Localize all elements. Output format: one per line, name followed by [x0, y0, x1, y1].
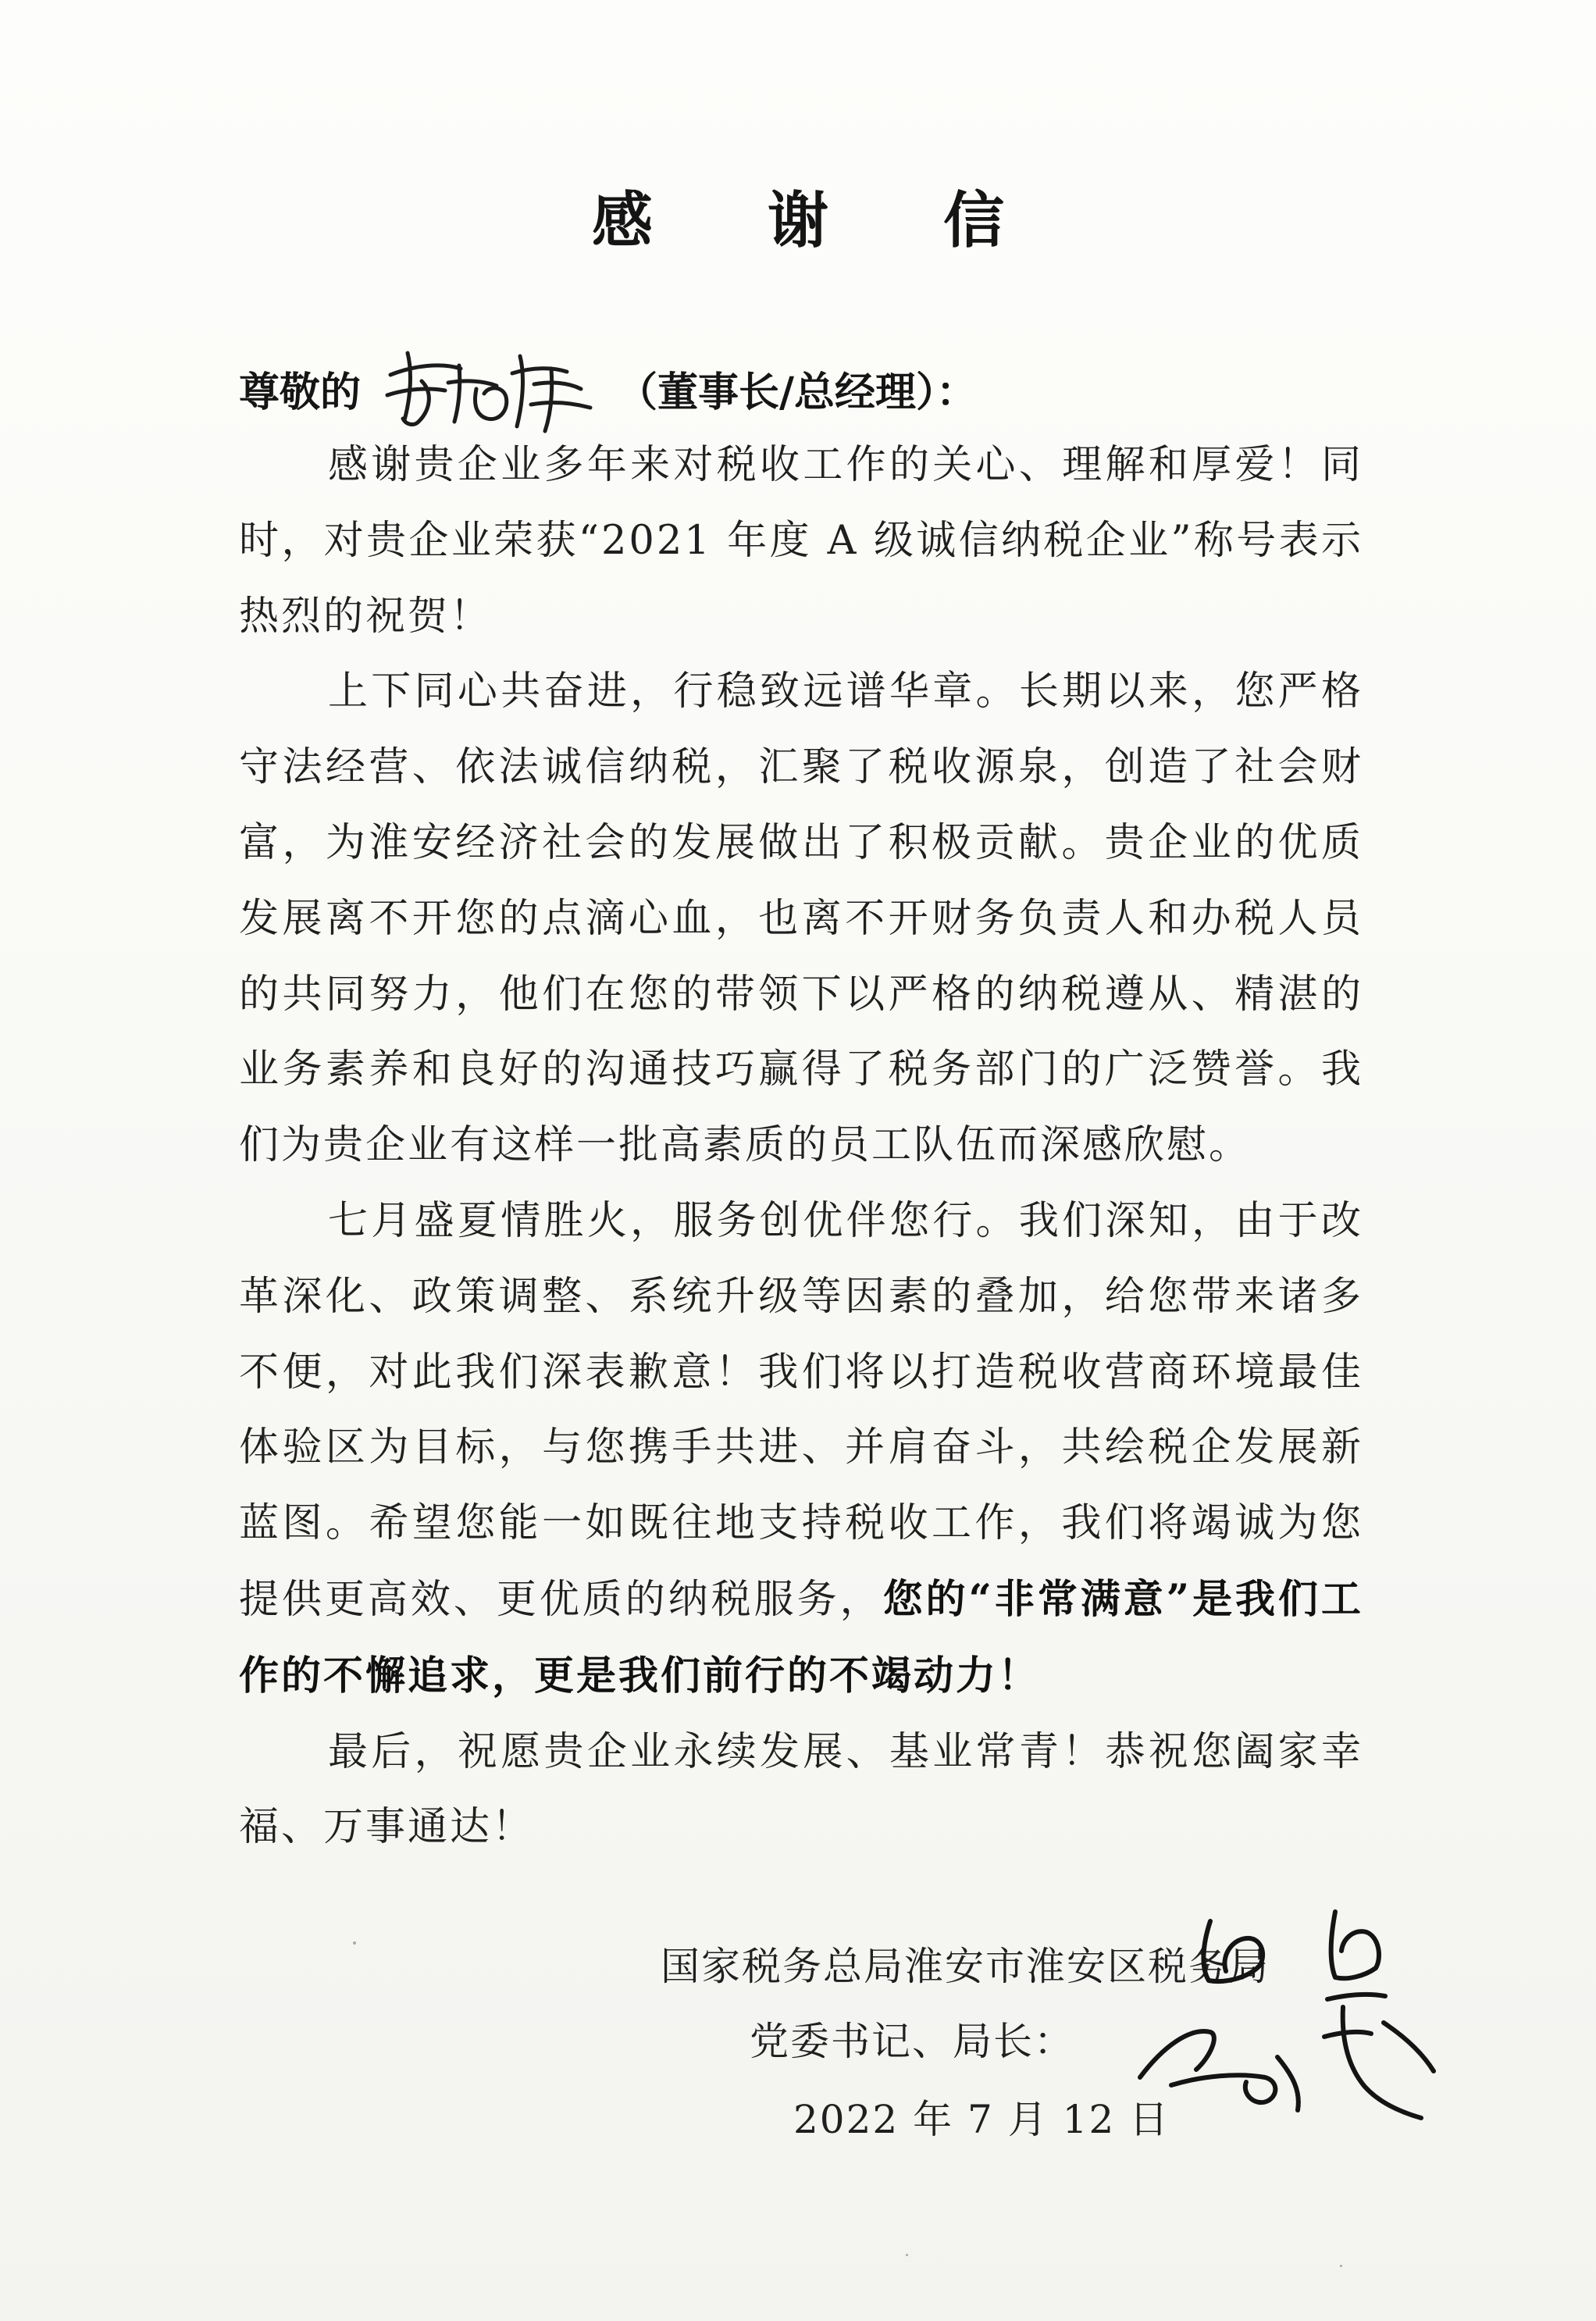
recipient-role: （董事长/总经理）：	[617, 369, 977, 416]
recipient-signature	[367, 334, 601, 436]
salutation-prefix: 尊敬的	[239, 369, 362, 416]
sender-position: 党委书记、局长：	[750, 2019, 1074, 2064]
letter-body	[239, 428, 1363, 1866]
paragraph-gratitude: 感谢贵企业多年来对税收工作的关心、理解和厚爱！同时，对贵企业荣获“2021 年度 A 级诚信纳税企业”称号表示热烈的祝贺！	[239, 442, 1363, 640]
paragraph-service-text: 七月盛夏情胜火，服务创优伴您行。我们深知，由于改革深化、政策调整、系统升级等因素的叠加，给您带来诸多不便，对此我们深表歉意！我们将以打造税收营商环境最佳体验区为目标，与您携手共进、并肩奋斗，共绘税企发展新蓝图。希望您能一如既往地支持税收工作，我们将竭诚为您提供更高效、更优质的纳税服务，	[239, 1197, 1363, 1623]
paper-speck	[1340, 2265, 1342, 2267]
letter-title: 感 谢 信	[591, 185, 1052, 256]
sender-signature	[1093, 1890, 1468, 2140]
paragraph-contribution: 上下同心共奋进，行稳致远谱华章。长期以来，您严格守法经营、依法诚信纳税，汇聚了税收源泉，创造了社会财富，为淮安经济社会的发展做出了积极贡献。贵企业的优质发展离不开您的点滴心血，也离不开财务负责人和办税人员的共同努力，他们在您的带领下以严格的纳税遵从、精湛的业务素养和良好的沟通技巧赢得了税务部门的广泛赞誉。我们为贵企业有这样一批高素质的员工队伍而深感欣慰。	[239, 668, 1363, 1169]
paragraph-service	[239, 1184, 1363, 1715]
paper-speck	[353, 1941, 356, 1945]
paragraph-service-emphasis: 您的“非常满意”是我们工作的不懈追求，更是我们前行的不竭动力！	[239, 1575, 1363, 1699]
paragraph-blessing: 最后，祝愿贵企业永续发展、基业常青！恭祝您阖家幸福、万事通达！	[239, 1728, 1363, 1851]
letter-date: 2022 年 7 月 12 日	[793, 2097, 1170, 2142]
paper-speck	[906, 2254, 908, 2256]
sender-organization: 国家税务总局淮安市淮安区税务局	[661, 1944, 1270, 1989]
